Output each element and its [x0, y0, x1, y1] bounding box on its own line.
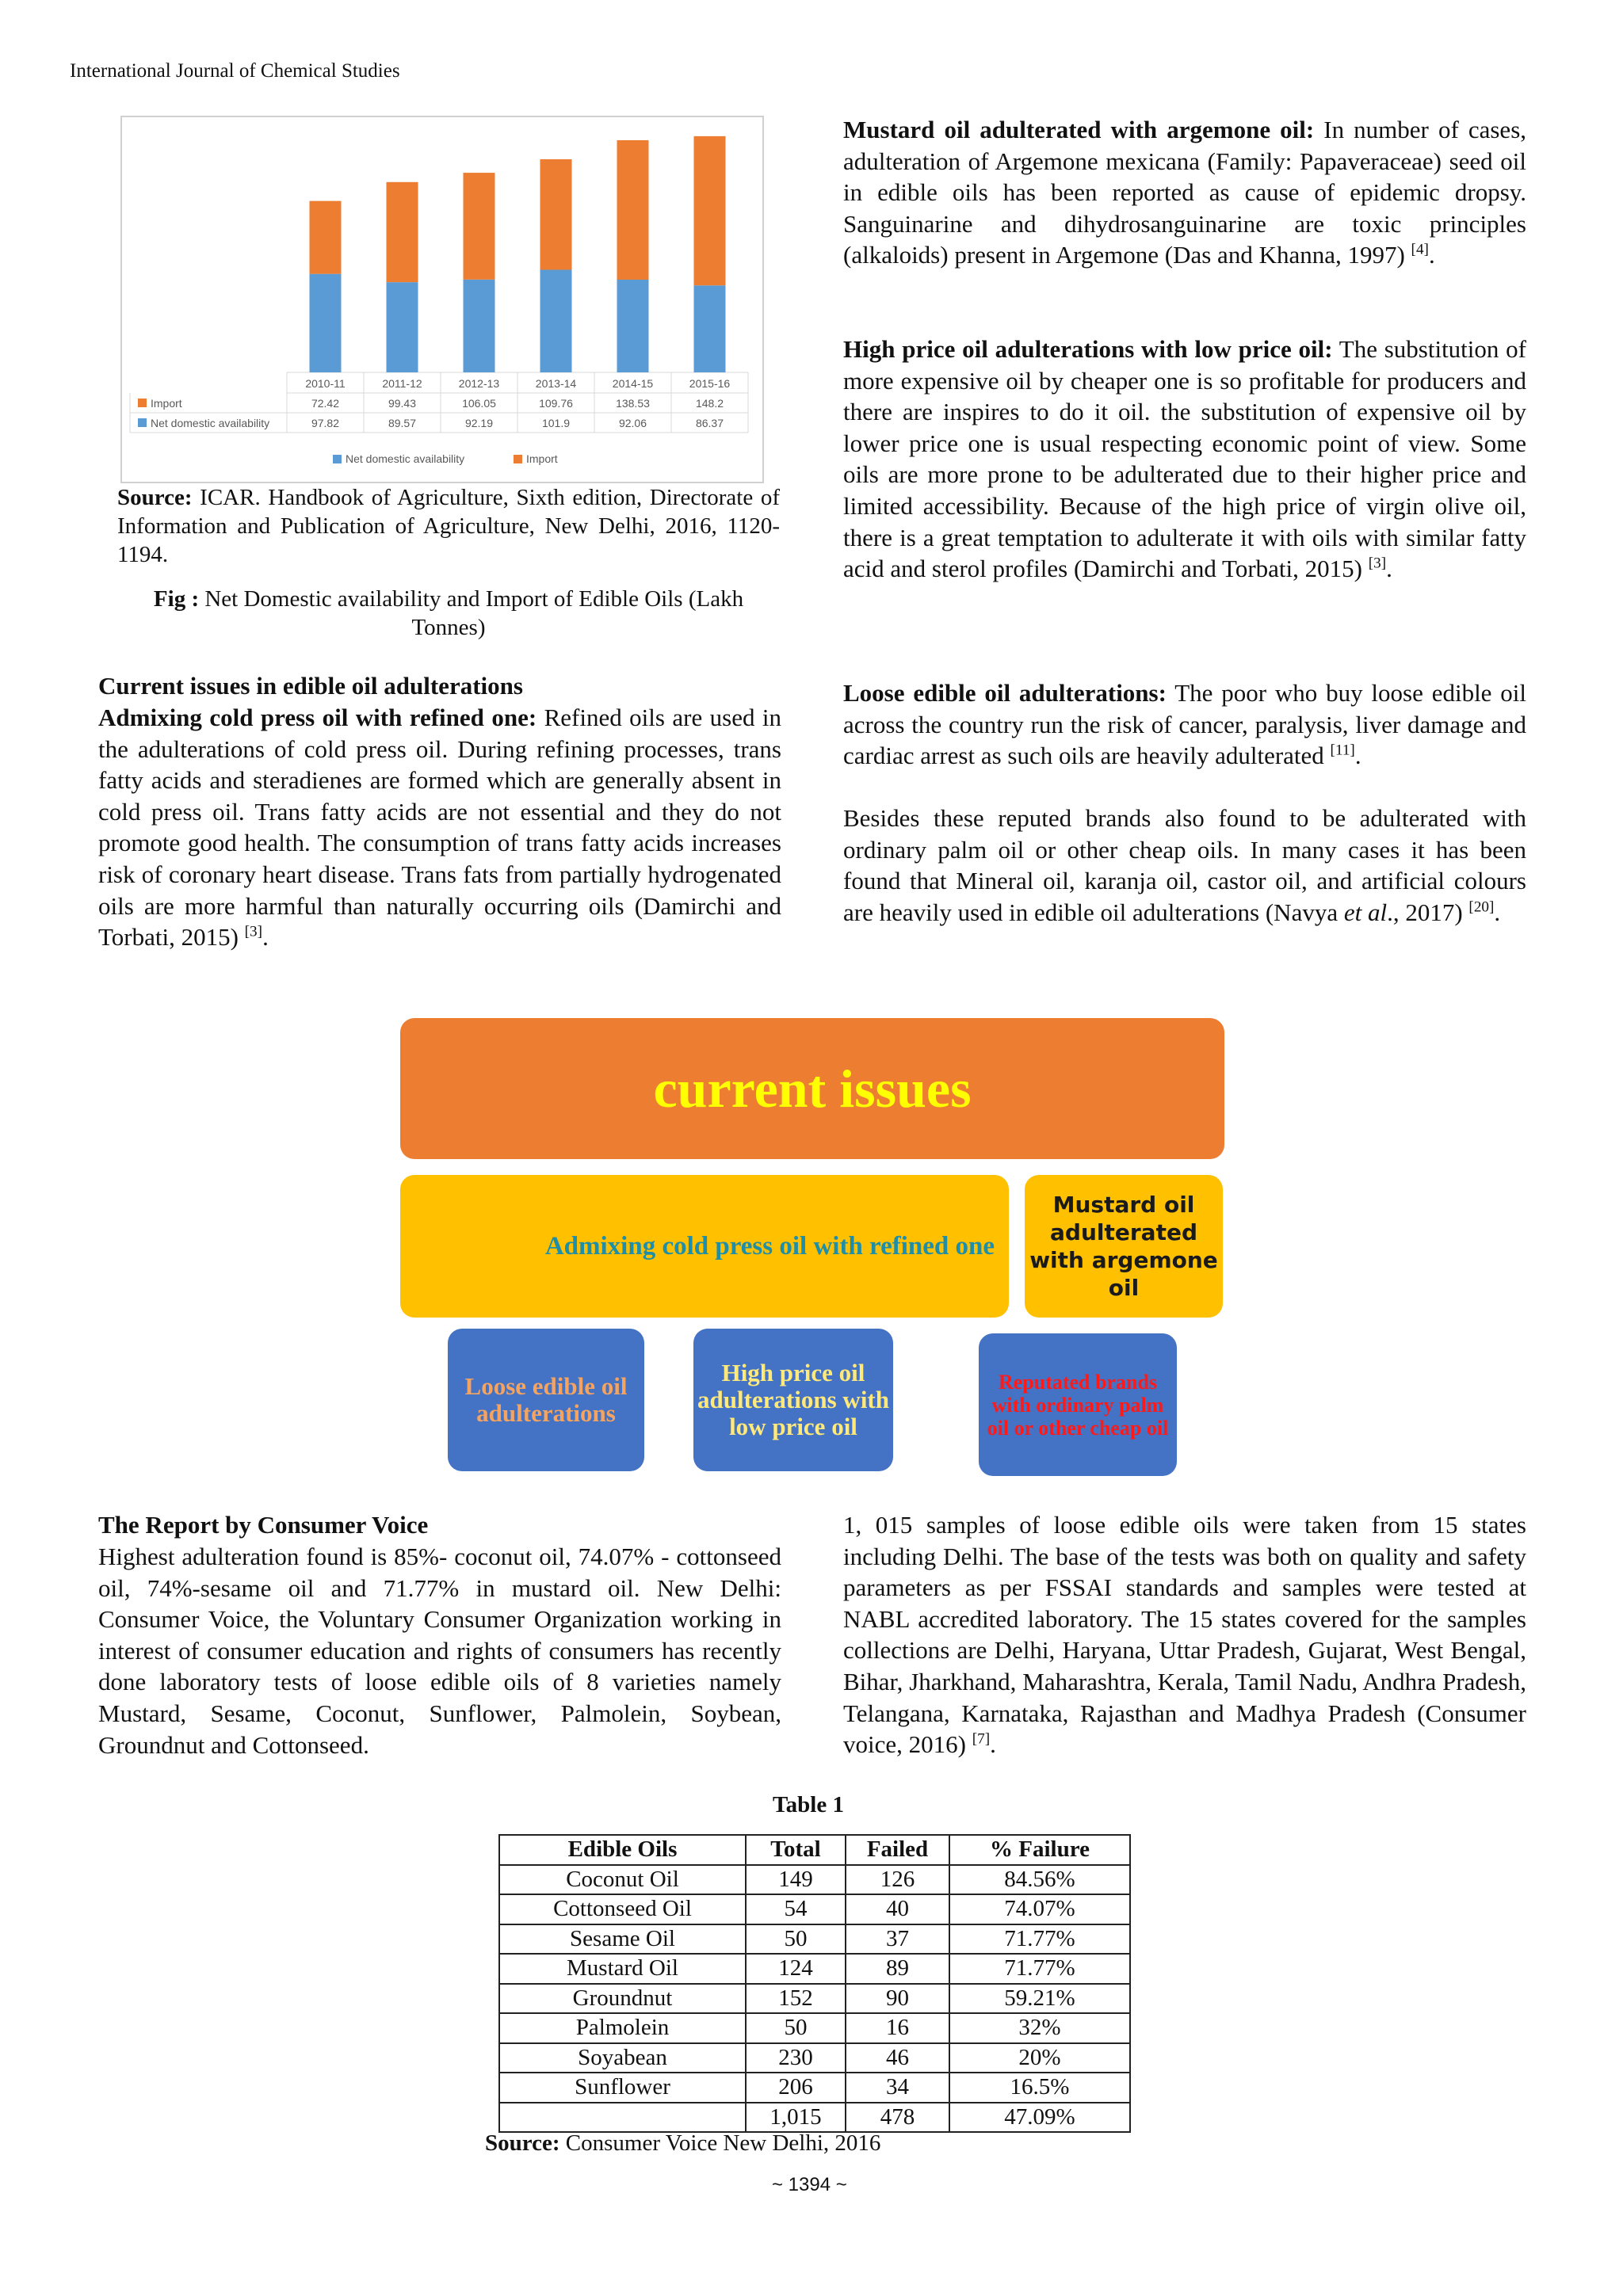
bar-import-5: [694, 136, 726, 285]
bar-net-domestic-3: [540, 270, 572, 372]
bar-net-domestic-5: [694, 285, 726, 372]
diagram-mustard-box: Mustard oil adulterated with argemone oil: [1025, 1175, 1223, 1318]
table-cell: 90: [846, 1984, 949, 2014]
table-row: [499, 2013, 1130, 2043]
table-series-label: Net domestic availability: [151, 417, 270, 429]
data-value-label: 97.82: [311, 417, 340, 429]
data-value-label: 101.9: [541, 417, 571, 429]
data-value-label: 86.37: [695, 417, 724, 429]
col-header-total: Total: [746, 1835, 846, 1865]
x-tick-label: 2012-13: [458, 377, 500, 390]
table-cell: Palmolein: [499, 2013, 746, 2043]
bar-import-2: [464, 173, 495, 280]
bar-net-domestic-2: [464, 280, 495, 372]
table-cell: 20%: [949, 2043, 1130, 2073]
samples-paragraph: 1, 015 samples of loose edible oils were taken from 15 states including Delhi. The base of the tests was both on quality and safety parameters as per FSSAI standards and samples were tested at NABL accredited laboratory. The 15 states covered for the samples collections are Delhi, Haryana, Uttar Pradesh, Gujarat, West Bengal, Bihar, Jharkhand, Maharashtra, Kerala, Tamil Nadu, Andhra Pradesh, Telangana, Karnataka, Rajasthan and Madhya Pradesh (Consumer voice, 2016) [7].: [843, 1511, 1526, 1759]
table-cell: 40: [846, 1894, 949, 1924]
table-cell: 50: [746, 2013, 846, 2043]
x-tick-label: 2013-14: [535, 377, 577, 390]
report-heading: The Report by Consumer Voice: [98, 1511, 429, 1539]
section-heading: Current issues in edible oil adulterations: [98, 672, 523, 700]
col-header-failure: % Failure: [949, 1835, 1130, 1865]
table-row: [499, 2073, 1130, 2103]
bar-net-domestic-0: [310, 274, 342, 372]
high-price-paragraph: High price oil adulterations with low price oil: The substitution of more expensive oil by cheaper one is so profitable for producers and there are inspires to do it oil. the substitution of expensive oil by lower price one is usual respecting economic point of view. Some oils are more prone to be adulterated due to their higher price and limited accessibility. Because of the high price of virgin olive oil, there is a great temptation to adulterate it with oils with similar fatty acid and sterol profiles (Damirchi and Torbati, 2015) [3].: [843, 335, 1526, 583]
table-cell: 54: [746, 1894, 846, 1924]
table-cell: Sunflower: [499, 2073, 746, 2103]
table-cell: 59.21%: [949, 1984, 1130, 2014]
table-legend-key: [138, 399, 147, 407]
table-cell: 230: [746, 2043, 846, 2073]
table-cell: 124: [746, 1954, 846, 1984]
col-header-oils: Edible Oils: [499, 1835, 746, 1865]
table-row: [499, 1865, 1130, 1895]
bar-import-1: [387, 182, 418, 282]
page-number: ~ 1394 ~: [772, 2174, 847, 2195]
table-cell: Coconut Oil: [499, 1865, 746, 1895]
admixing-paragraph: Admixing cold press oil with refined one: Refined oils are used in the adulterations of cold press oil. During refining processes, trans fatty acids and steradienes are formed which are generally absent in cold press oil. Trans fatty acids are not essential and they do not promote good health. The consumption of trans fatty acids increases risk of coronary heart disease. Trans fats from partially hydrogenated oils are more harmful than naturally occurring oils (Damirchi and Torbati, 2015) [3].: [98, 704, 782, 952]
table-header-row: [499, 1835, 1130, 1865]
table-cell: Mustard Oil: [499, 1954, 746, 1984]
table-cell: 71.77%: [949, 1924, 1130, 1955]
table-cell: 37: [846, 1924, 949, 1955]
table-cell: [499, 2103, 746, 2133]
diagram-loose-box: Loose edible oil adulterations: [448, 1329, 644, 1471]
data-value-label: 92.19: [464, 417, 494, 429]
table-cell: 47.09%: [949, 2103, 1130, 2133]
figure-source: Source: ICAR. Handbook of Agriculture, Sixth edition, Directorate of Information and Publication of Agriculture, New Delhi, 2016, 1120-1194.: [117, 485, 781, 567]
table-cell: 34: [846, 2073, 949, 2103]
table-row: [499, 2103, 1130, 2133]
diagram-high-price-box: High price oil adulterations with low price oil: [693, 1329, 893, 1471]
table-row: [499, 1894, 1130, 1924]
table-row: [499, 2043, 1130, 2073]
journal-header: International Journal of Chemical Studies: [70, 60, 400, 82]
table-cell: 71.77%: [949, 1954, 1130, 1984]
legend-label: Import: [526, 452, 558, 465]
table-cell: Groundnut: [499, 1984, 746, 2014]
failure-table: [498, 1834, 1131, 2133]
x-tick-label: 2011-12: [382, 377, 422, 390]
table-row: [499, 1984, 1130, 2014]
report-paragraph: Highest adulteration found is 85%- coconut oil, 74.07% - cottonseed oil, 74%-sesame oil and 71.77% in mustard oil. New Delhi: Consumer Voice, the Voluntary Consumer Organization working in interest of consumer education and rights of consumers has recently done laboratory tests of loose edible oils of 8 varieties namely Mustard, Sesame, Coconut, Sunflower, Palmolein, Soybean, Groundnut and Cottonseed.: [98, 1543, 781, 1759]
table-cell: 206: [746, 2073, 846, 2103]
table-cell: 152: [746, 1984, 846, 2014]
table-cell: 16: [846, 2013, 949, 2043]
data-value-label: 109.76: [539, 397, 573, 410]
table-row: [499, 1924, 1130, 1955]
table-legend-key: [138, 418, 147, 427]
table-cell: 149: [746, 1865, 846, 1895]
x-tick-label: 2015-16: [689, 377, 731, 390]
bar-net-domestic-1: [387, 282, 418, 372]
stacked-bar-chart: [120, 116, 764, 483]
legend-key: [514, 455, 522, 463]
figure-caption: Fig : Net Domestic availability and Import of Edible Oils (Lakh Tonnes): [153, 586, 744, 640]
table-title: Table 1: [773, 1792, 844, 1817]
x-tick-label: 2010-11: [305, 377, 346, 390]
table-cell: 126: [846, 1865, 949, 1895]
brands-paragraph: Besides these reputed brands also found to be adulterated with ordinary palm oil or other cheap oils. In many cases it has been found that Mineral oil, karanja oil, castor oil, and artificial colours are heavily used in edible oil adulterations (Navya et al., 2017) [20].: [843, 804, 1526, 926]
chart-svg: [122, 117, 762, 482]
table-cell: 1,015: [746, 2103, 846, 2133]
diagram-title: current issues: [400, 1018, 1224, 1159]
data-value-label: 72.42: [311, 397, 340, 410]
data-value-label: 138.53: [616, 397, 650, 410]
bar-import-3: [540, 159, 572, 269]
argemone-paragraph: Mustard oil adulterated with argemone oil: In number of cases, adulteration of Argemone mexicana (Family: Papaveraceae) seed oil in edible oils has been reported as cause of epidemic dropsy. Sanguinarine and dihydrosanguinarine are toxic principles (alkaloids) present in Argemone (Das and Khanna, 1997) [4].: [843, 116, 1527, 269]
data-value-label: 89.57: [388, 417, 417, 429]
data-value-label: 92.06: [618, 417, 647, 429]
current-issues-diagram: [400, 1018, 1224, 1478]
table-source: Source: Consumer Voice New Delhi, 2016: [485, 2130, 881, 2156]
table-cell: 478: [846, 2103, 949, 2133]
diagram-reputed-box: Reputated brands with ordinary palm oil or other cheap oil: [979, 1333, 1177, 1476]
table-cell: 16.5%: [949, 2073, 1130, 2103]
loose-oil-paragraph: Loose edible oil adulterations: The poor who buy loose edible oil across the country run the risk of cancer, paralysis, liver damage and cardiac arrest as such oils are heavily adulterated [11].: [843, 679, 1526, 770]
diagram-admix-box: Admixing cold press oil with refined one: [400, 1175, 1009, 1318]
table-cell: 32%: [949, 2013, 1130, 2043]
table-cell: 74.07%: [949, 1894, 1130, 1924]
bar-import-4: [617, 140, 649, 280]
table-cell: 89: [846, 1954, 949, 1984]
col-header-failed: Failed: [846, 1835, 949, 1865]
table-row: [499, 1954, 1130, 1984]
table-cell: 46: [846, 2043, 949, 2073]
table-cell: Sesame Oil: [499, 1924, 746, 1955]
table-cell: 50: [746, 1924, 846, 1955]
data-value-label: 106.05: [462, 397, 496, 410]
data-value-label: 148.2: [695, 397, 724, 410]
table-cell: Cottonseed Oil: [499, 1894, 746, 1924]
table-series-label: Import: [151, 397, 182, 410]
bar-import-0: [310, 201, 342, 274]
data-value-label: 99.43: [388, 397, 417, 410]
table-cell: 84.56%: [949, 1865, 1130, 1895]
legend-key: [333, 455, 342, 463]
table-cell: Soyabean: [499, 2043, 746, 2073]
bar-net-domestic-4: [617, 280, 649, 372]
legend-label: Net domestic availability: [346, 452, 465, 465]
x-tick-label: 2014-15: [612, 377, 654, 390]
